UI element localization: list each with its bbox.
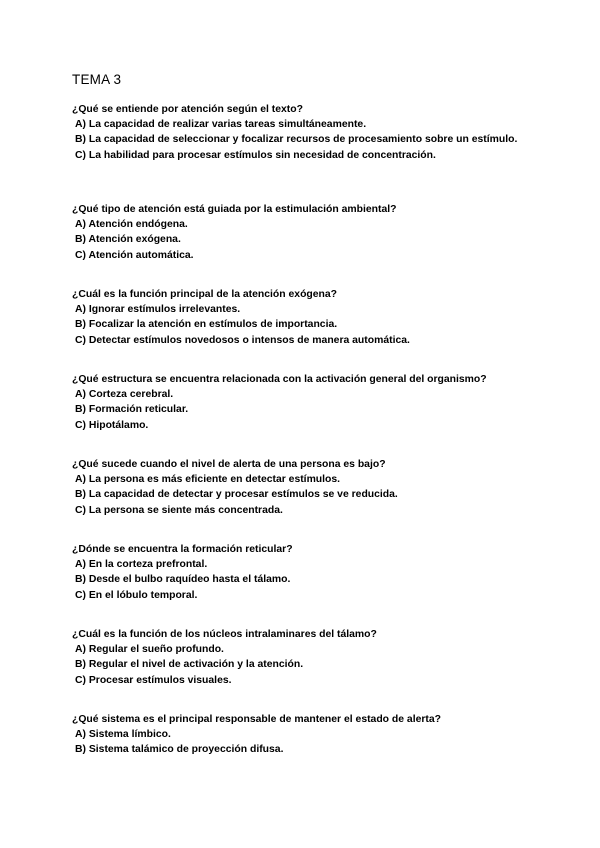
question-block-2 <box>72 202 528 263</box>
answer-option-c: C) Hipotálamo. <box>75 419 149 431</box>
answer-option-a: A) Regular el sueño profundo. <box>75 644 224 656</box>
answer-option-b: B) Regular el nivel de activación y la atención. <box>75 659 304 671</box>
answer-option-b: B) Sistema talámico de proyección difusa. <box>75 744 284 756</box>
question-text: ¿Qué sucede cuando el nivel de alerta de una persona es bajo? <box>72 459 386 470</box>
question-block-4 <box>72 372 528 433</box>
answer-option-a: A) Ignorar estímulos irrelevantes. <box>75 304 241 316</box>
answer-option-b: B) Formación reticular. <box>75 404 189 416</box>
question-block-3 <box>72 287 528 348</box>
answer-option-a: A) Corteza cerebral. <box>75 389 174 401</box>
answer-option-b: B) Desde el bulbo raquídeo hasta el tálamo. <box>75 574 291 586</box>
answer-option-b: B) La capacidad de seleccionar y focalizar recursos de procesamiento sobre un estímulo. <box>75 134 518 146</box>
answer-option-c: C) Atención automática. <box>75 249 194 261</box>
answer-option-a: A) Sistema límbico. <box>75 729 171 741</box>
question-block-8 <box>72 712 528 758</box>
answer-option-c: C) Procesar estímulos visuales. <box>75 674 232 686</box>
page-title: TEMA 3 <box>72 72 122 87</box>
answer-option-a: A) Atención endógena. <box>75 219 188 231</box>
answer-option-a: A) La persona es más eficiente en detectar estímulos. <box>75 474 341 486</box>
question-block-1 <box>72 102 528 163</box>
question-text: ¿Qué tipo de atención está guiada por la estimulación ambiental? <box>72 204 397 215</box>
answer-option-b: B) La capacidad de detectar y procesar estímulos se ve reducida. <box>75 489 398 501</box>
question-text: ¿Dónde se encuentra la formación reticular? <box>72 544 293 555</box>
question-block-6 <box>72 542 528 603</box>
answer-option-b: B) Atención exógena. <box>75 234 181 246</box>
question-block-5 <box>72 457 528 518</box>
answer-option-c: C) Detectar estímulos novedosos o intensos de manera automática. <box>75 334 410 346</box>
question-text: ¿Qué se entiende por atención según el texto? <box>72 104 303 115</box>
question-block-7 <box>72 627 528 688</box>
answer-option-c: C) En el lóbulo temporal. <box>75 589 198 601</box>
question-text: ¿Qué sistema es el principal responsable de mantener el estado de alerta? <box>72 714 442 725</box>
answer-option-c: C) La persona se siente más concentrada. <box>75 504 283 516</box>
answer-option-a: A) En la corteza prefrontal. <box>75 559 208 571</box>
answer-option-c: C) La habilidad para procesar estímulos sin necesidad de concentración. <box>75 149 436 161</box>
question-text: ¿Cuál es la función de los núcleos intralaminares del tálamo? <box>72 629 377 640</box>
question-text: ¿Qué estructura se encuentra relacionada con la activación general del organismo? <box>72 374 487 385</box>
answer-option-a: A) La capacidad de realizar varias tareas simultáneamente. <box>75 119 367 131</box>
answer-option-b: B) Focalizar la atención en estímulos de importancia. <box>75 319 338 331</box>
question-text: ¿Cuál es la función principal de la atención exógena? <box>72 289 338 300</box>
